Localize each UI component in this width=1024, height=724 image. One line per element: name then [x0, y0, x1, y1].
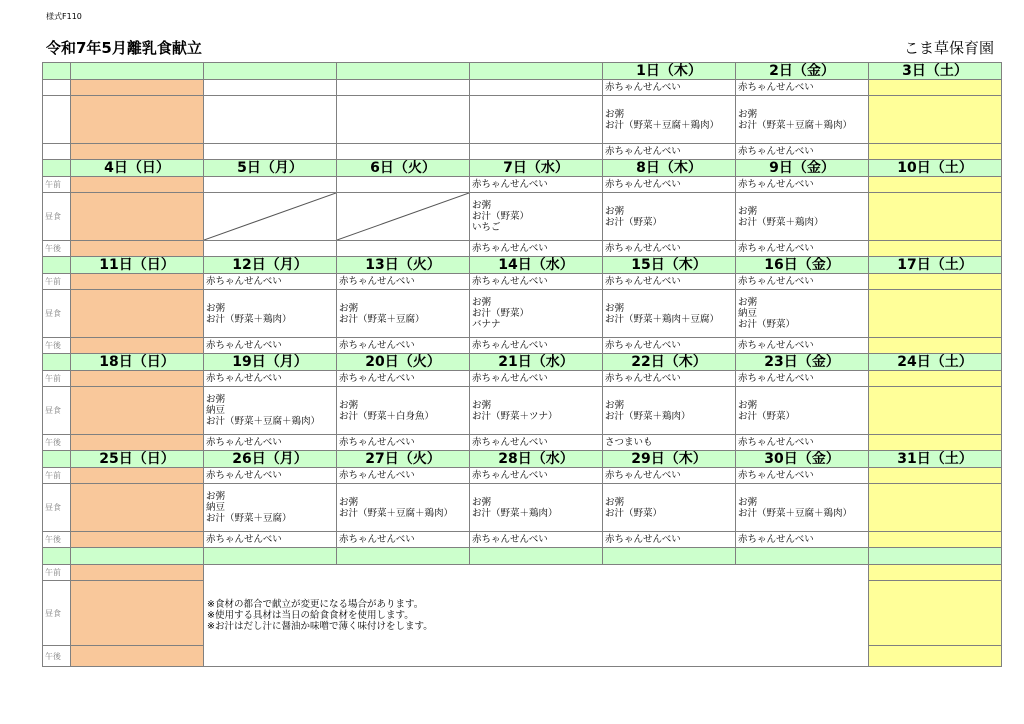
date-header: 1日（木） [603, 63, 736, 80]
lunch-cell [337, 290, 470, 338]
lunch-cell [869, 96, 1002, 144]
lunch-cell [603, 290, 736, 338]
date-header: 8日（木） [603, 160, 736, 177]
header-corner [43, 548, 71, 565]
row-label: 午前 [43, 565, 71, 581]
page-title: 令和7年5月離乳食献立 [46, 39, 202, 57]
week-header-row [43, 63, 1002, 80]
afternoon-snack-cell: 赤ちゃんせんべい [470, 338, 603, 354]
date-header: 31日（土） [869, 451, 1002, 468]
lunch-item: お汁（野菜＋鶏肉＋豆腐） [605, 313, 720, 325]
afternoon-snack-cell [869, 435, 1002, 451]
lunch-cell [204, 387, 337, 435]
date-header [71, 63, 204, 80]
lunch-item: お汁（野菜＋豆腐＋鶏肉） [206, 416, 321, 427]
date-header [470, 63, 603, 80]
lunch-item: お粥 [738, 205, 758, 217]
date-header: 21日（水） [470, 354, 603, 371]
afternoon-snack-cell: 赤ちゃんせんべい [204, 435, 337, 451]
lunch-item: お粥 [339, 399, 359, 411]
lunch-cell [736, 484, 869, 532]
lunch-cell [337, 193, 470, 241]
lunch-item: お汁（野菜） [738, 410, 796, 422]
morning-snack-cell: 赤ちゃんせんべい [470, 468, 603, 484]
note-line: ※食材の都合で献立が変更になる場合があります。 [207, 599, 424, 610]
morning-snack-cell: 赤ちゃんせんべい [603, 371, 736, 387]
row-label: 午前 [43, 371, 71, 387]
lunch-cell [204, 484, 337, 532]
morning-snack-cell: 赤ちゃんせんべい [337, 468, 470, 484]
menu-calendar [42, 62, 1002, 667]
morning-snack-row [43, 468, 1002, 484]
row-label: 昼食 [43, 387, 71, 435]
date-header: 28日（水） [470, 451, 603, 468]
morning-snack-row [43, 371, 1002, 387]
date-header: 6日（火） [337, 160, 470, 177]
lunch-cell [204, 193, 337, 241]
row-label: 昼食 [43, 193, 71, 241]
lunch-item: お粥 [472, 496, 492, 508]
afternoon-snack-cell [337, 241, 470, 257]
lunch-row [43, 387, 1002, 435]
morning-snack-cell: 赤ちゃんせんべい [736, 80, 869, 96]
date-header: 23日（金） [736, 354, 869, 371]
lunch-item: お汁（野菜＋鶏肉） [472, 507, 558, 519]
morning-snack-cell: 赤ちゃんせんべい [204, 468, 337, 484]
morning-snack-row [43, 274, 1002, 290]
row-label: 昼食 [43, 290, 71, 338]
date-header: 22日（木） [603, 354, 736, 371]
morning-snack-cell: 赤ちゃんせんべい [204, 371, 337, 387]
week-header-row [43, 451, 1002, 468]
lunch-cell [603, 387, 736, 435]
lunch-item: いちご [472, 222, 501, 233]
afternoon-snack-cell: 赤ちゃんせんべい [337, 532, 470, 548]
date-header: 19日（月） [204, 354, 337, 371]
afternoon-snack-row [43, 532, 1002, 548]
row-label: 午後 [43, 646, 71, 667]
morning-snack-cell [204, 80, 337, 96]
lunch-item: お粥 [472, 297, 492, 308]
lunch-item: 納豆 [206, 502, 226, 513]
header-corner [43, 257, 71, 274]
morning-snack-cell [869, 468, 1002, 484]
afternoon-snack-cell [204, 144, 337, 160]
lunch-item: お粥 [738, 297, 758, 308]
date-header: 27日（火） [337, 451, 470, 468]
afternoon-snack-cell [71, 144, 204, 160]
date-header: 14日（水） [470, 257, 603, 274]
week-header-row [43, 548, 1002, 565]
morning-snack-cell: 赤ちゃんせんべい [603, 468, 736, 484]
note-line: ※お汁はだし汁に醤油か味噌で薄く味付けをします。 [207, 621, 433, 632]
afternoon-snack-row [43, 338, 1002, 354]
afternoon-snack-cell: 赤ちゃんせんべい [337, 338, 470, 354]
morning-snack-cell: 赤ちゃんせんべい [603, 274, 736, 290]
morning-snack-cell [337, 80, 470, 96]
lunch-cell [71, 290, 204, 338]
morning-snack-cell [71, 371, 204, 387]
morning-snack-cell: 赤ちゃんせんべい [470, 274, 603, 290]
lunch-cell [603, 96, 736, 144]
date-header: 29日（木） [603, 451, 736, 468]
week-header-row [43, 354, 1002, 371]
afternoon-snack-cell: 赤ちゃんせんべい [736, 532, 869, 548]
header-corner [43, 354, 71, 371]
lunch-item: お粥 [472, 399, 492, 411]
note-line: ※使用する具材は当日の給食食材を使用します。 [207, 610, 414, 621]
date-header [204, 548, 337, 565]
lunch-item: お粥 [472, 200, 492, 211]
afternoon-snack-cell: 赤ちゃんせんべい [204, 532, 337, 548]
afternoon-snack-cell [470, 144, 603, 160]
lunch-item: お粥 [339, 302, 359, 314]
header-corner [43, 451, 71, 468]
afternoon-snack-cell: 赤ちゃんせんべい [603, 338, 736, 354]
row-label: 午前 [43, 468, 71, 484]
lunch-cell [603, 193, 736, 241]
date-header: 18日（日） [71, 354, 204, 371]
row-label: 午後 [43, 241, 71, 257]
lunch-item: お粥 [605, 496, 625, 508]
morning-snack-cell: 赤ちゃんせんべい [337, 274, 470, 290]
lunch-item: お汁（野菜） [605, 216, 663, 228]
row-label: 昼食 [43, 581, 71, 646]
lunch-item: お汁（野菜＋鶏肉） [738, 216, 824, 228]
morning-snack-cell [869, 371, 1002, 387]
lunch-item: お粥 [605, 108, 625, 120]
date-header: 30日（金） [736, 451, 869, 468]
date-header: 5日（月） [204, 160, 337, 177]
afternoon-snack-cell [71, 338, 204, 354]
lunch-cell [736, 387, 869, 435]
lunch-item: お粥 [339, 496, 359, 508]
lunch-cell [470, 387, 603, 435]
afternoon-snack-cell [71, 646, 204, 667]
date-header: 24日（土） [869, 354, 1002, 371]
morning-snack-cell: 赤ちゃんせんべい [736, 177, 869, 193]
lunch-item: 納豆 [738, 308, 758, 319]
date-header: 4日（日） [71, 160, 204, 177]
date-header: 20日（火） [337, 354, 470, 371]
lunch-item: バナナ [472, 319, 501, 330]
row-label [43, 96, 71, 144]
lunch-item: お汁（野菜） [472, 211, 530, 222]
morning-snack-cell [204, 177, 337, 193]
lunch-item: お粥 [738, 496, 758, 508]
morning-snack-cell [869, 565, 1002, 581]
morning-snack-cell: 赤ちゃんせんべい [337, 371, 470, 387]
lunch-item: お汁（野菜） [605, 507, 663, 519]
notes-block [204, 565, 869, 667]
afternoon-snack-cell: 赤ちゃんせんべい [603, 532, 736, 548]
lunch-item: お汁（野菜＋鶏肉） [605, 410, 691, 422]
date-header [603, 548, 736, 565]
afternoon-snack-cell [204, 241, 337, 257]
lunch-cell [869, 581, 1002, 646]
lunch-cell [869, 387, 1002, 435]
afternoon-snack-cell [869, 532, 1002, 548]
lunch-item: お粥 [605, 302, 625, 314]
lunch-row [43, 96, 1002, 144]
morning-snack-cell [71, 80, 204, 96]
morning-snack-cell [71, 274, 204, 290]
lunch-cell [337, 96, 470, 144]
date-header: 17日（土） [869, 257, 1002, 274]
morning-snack-cell: 赤ちゃんせんべい [470, 371, 603, 387]
lunch-row [43, 484, 1002, 532]
no-service-slash [204, 193, 336, 240]
lunch-item: お粥 [738, 108, 758, 120]
afternoon-snack-row [43, 435, 1002, 451]
afternoon-snack-cell [71, 435, 204, 451]
afternoon-snack-cell: 赤ちゃんせんべい [470, 241, 603, 257]
lunch-cell [736, 96, 869, 144]
date-header [337, 63, 470, 80]
date-header: 11日（日） [71, 257, 204, 274]
morning-snack-cell [869, 274, 1002, 290]
lunch-cell [603, 484, 736, 532]
afternoon-snack-cell [869, 338, 1002, 354]
row-label [43, 144, 71, 160]
afternoon-snack-cell [71, 241, 204, 257]
lunch-cell [71, 581, 204, 646]
morning-snack-cell [71, 468, 204, 484]
header-corner [43, 63, 71, 80]
lunch-cell [337, 387, 470, 435]
lunch-cell [736, 290, 869, 338]
lunch-item: お汁（野菜＋豆腐＋鶏肉） [738, 119, 853, 131]
morning-snack-cell: 赤ちゃんせんべい [603, 80, 736, 96]
lunch-item: お汁（野菜＋豆腐） [206, 513, 292, 524]
morning-snack-cell: 赤ちゃんせんべい [204, 274, 337, 290]
week-header-row [43, 160, 1002, 177]
row-label [43, 80, 71, 96]
afternoon-snack-cell [869, 241, 1002, 257]
lunch-item: お汁（野菜＋白身魚） [339, 410, 435, 422]
morning-snack-cell: 赤ちゃんせんべい [736, 468, 869, 484]
afternoon-snack-cell: 赤ちゃんせんべい [736, 241, 869, 257]
lunch-item: お汁（野菜＋豆腐） [339, 313, 425, 325]
lunch-cell [470, 484, 603, 532]
date-header [869, 548, 1002, 565]
lunch-cell [470, 96, 603, 144]
date-header: 26日（月） [204, 451, 337, 468]
lunch-item: お粥 [206, 302, 226, 314]
lunch-item: お粥 [206, 491, 226, 502]
lunch-row [43, 290, 1002, 338]
afternoon-snack-cell [337, 144, 470, 160]
lunch-cell [869, 290, 1002, 338]
no-service-slash [337, 193, 469, 240]
date-header: 13日（火） [337, 257, 470, 274]
school-name: こま草保育園 [903, 39, 994, 57]
date-header: 9日（金） [736, 160, 869, 177]
date-header [470, 548, 603, 565]
date-header: 10日（土） [869, 160, 1002, 177]
lunch-item: お汁（野菜＋ツナ） [472, 410, 558, 422]
morning-snack-row [43, 565, 1002, 581]
morning-snack-cell: 赤ちゃんせんべい [603, 177, 736, 193]
morning-snack-cell: 赤ちゃんせんべい [736, 274, 869, 290]
date-header: 15日（木） [603, 257, 736, 274]
morning-snack-cell [470, 80, 603, 96]
morning-snack-cell: 赤ちゃんせんべい [470, 177, 603, 193]
lunch-cell [470, 193, 603, 241]
lunch-item: お粥 [605, 205, 625, 217]
date-header [71, 548, 204, 565]
lunch-item: お汁（野菜＋豆腐＋鶏肉） [339, 507, 454, 519]
lunch-cell [869, 193, 1002, 241]
afternoon-snack-row [43, 144, 1002, 160]
lunch-item: お汁（野菜＋鶏肉） [206, 313, 292, 325]
lunch-item: お汁（野菜＋豆腐＋鶏肉） [605, 119, 720, 131]
date-header [204, 63, 337, 80]
form-number: 様式F110 [46, 12, 82, 21]
row-label: 午前 [43, 177, 71, 193]
afternoon-snack-cell: 赤ちゃんせんべい [736, 338, 869, 354]
lunch-cell [337, 484, 470, 532]
afternoon-snack-cell: 赤ちゃんせんべい [470, 435, 603, 451]
week-header-row [43, 257, 1002, 274]
afternoon-snack-cell: 赤ちゃんせんべい [603, 241, 736, 257]
row-label: 昼食 [43, 484, 71, 532]
lunch-item: お粥 [206, 394, 226, 405]
afternoon-snack-cell: 赤ちゃんせんべい [470, 532, 603, 548]
lunch-cell [470, 290, 603, 338]
afternoon-snack-cell: 赤ちゃんせんべい [337, 435, 470, 451]
afternoon-snack-cell: 赤ちゃんせんべい [736, 435, 869, 451]
lunch-cell [204, 96, 337, 144]
morning-snack-cell [869, 80, 1002, 96]
date-header: 3日（土） [869, 63, 1002, 80]
afternoon-snack-cell: 赤ちゃんせんべい [736, 144, 869, 160]
lunch-cell [736, 193, 869, 241]
date-header: 2日（金） [736, 63, 869, 80]
afternoon-snack-cell [869, 646, 1002, 667]
morning-snack-cell [71, 177, 204, 193]
morning-snack-cell [869, 177, 1002, 193]
lunch-cell [204, 290, 337, 338]
date-header: 16日（金） [736, 257, 869, 274]
morning-snack-cell [337, 177, 470, 193]
lunch-cell [71, 387, 204, 435]
lunch-item: お汁（野菜＋豆腐＋鶏肉） [738, 507, 853, 519]
afternoon-snack-cell [869, 144, 1002, 160]
lunch-cell [71, 484, 204, 532]
lunch-item: お粥 [738, 399, 758, 411]
row-label: 午前 [43, 274, 71, 290]
date-header [736, 548, 869, 565]
header-corner [43, 160, 71, 177]
lunch-cell [869, 484, 1002, 532]
morning-snack-row [43, 177, 1002, 193]
lunch-cell [71, 193, 204, 241]
afternoon-snack-cell: 赤ちゃんせんべい [204, 338, 337, 354]
afternoon-snack-cell [71, 532, 204, 548]
lunch-item: お汁（野菜） [738, 319, 796, 330]
row-label: 午後 [43, 435, 71, 451]
afternoon-snack-cell: さつまいも [603, 435, 736, 451]
morning-snack-cell [71, 565, 204, 581]
lunch-item: お汁（野菜） [472, 308, 530, 319]
afternoon-snack-cell: 赤ちゃんせんべい [603, 144, 736, 160]
date-header: 12日（月） [204, 257, 337, 274]
lunch-row [43, 193, 1002, 241]
morning-snack-cell: 赤ちゃんせんべい [736, 371, 869, 387]
afternoon-snack-row [43, 241, 1002, 257]
date-header: 7日（水） [470, 160, 603, 177]
date-header [337, 548, 470, 565]
date-header: 25日（日） [71, 451, 204, 468]
morning-snack-row [43, 80, 1002, 96]
row-label: 午後 [43, 338, 71, 354]
lunch-cell [71, 96, 204, 144]
row-label: 午後 [43, 532, 71, 548]
lunch-item: お粥 [605, 399, 625, 411]
lunch-item: 納豆 [206, 405, 226, 416]
